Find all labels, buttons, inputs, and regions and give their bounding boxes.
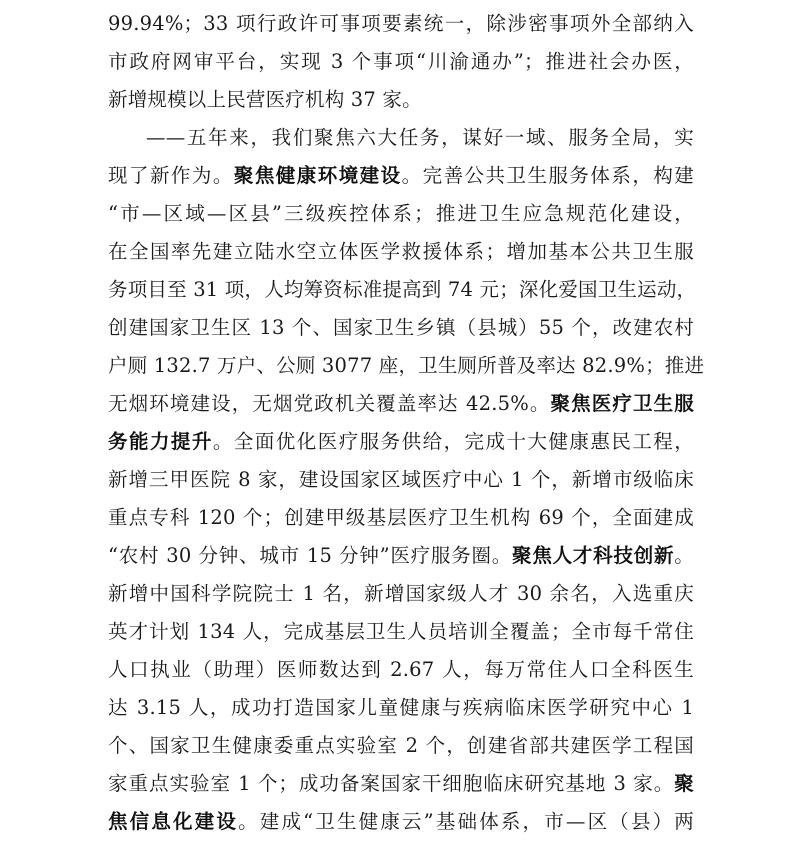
section-heading: 务能力提升 (108, 430, 213, 453)
text-segment: 现了新作为。 (108, 164, 234, 187)
text-segment: 无烟环境建设，无烟党政机关覆盖率达 42.5%。 (108, 392, 551, 415)
text-line: 99.94%；33 项行政许可事项要素统一，除涉密事项外全部纳入 (108, 12, 694, 35)
text-line: 新增中国科学院院士 1 名，新增国家级人才 30 余名，入选重庆 (108, 582, 694, 605)
text-line: 达 3.15 人，成功打造国家儿童健康与疾病临床医学研究中心 1 (108, 696, 694, 719)
section-heading: 聚 (674, 772, 694, 795)
text-line: 新增三甲医院 8 家，建设国家区域医疗中心 1 个，新增市级临床 (108, 468, 694, 491)
text-line: 个、国家卫生健康委重点实验室 2 个，创建省部共建医学工程国 (108, 734, 694, 757)
text-line: 重点专科 120 个；创建甲级基层医疗卫生机构 69 个，全面建成 (108, 506, 694, 529)
text-line (108, 385, 694, 423)
text-line (108, 803, 694, 841)
text-line: 创建国家卫生区 13 个、国家卫生乡镇（县城）55 个，改建农村 (108, 316, 694, 339)
text-segment: 。完善公共卫生服务体系，构建 (401, 164, 694, 187)
text-line: 务项目至 31 项，人均筹资标准提高到 74 元；深化爱国卫生运动， (108, 278, 697, 301)
text-segment: 。全面优化医疗服务供给，完成十大健康惠民工程， (212, 430, 694, 453)
text-segment: “农村 30 分钟、城市 15 分钟”医疗服务圈。 (108, 544, 513, 567)
text-line: 人口执业（助理）医师数达到 2.67 人，每万常住人口全科医生 (108, 658, 694, 681)
section-heading: 聚焦人才科技创新 (512, 544, 675, 567)
text-line (108, 423, 694, 461)
text-line: 户厕 132.7 万户、公厕 3077 座，卫生厕所普及率达 82.9%；推进 (108, 354, 705, 377)
section-heading: 聚焦医疗卫生服 (550, 392, 694, 415)
text-line: 英才计划 134 人，完成基层卫生人员培训全覆盖；全市每千常住 (108, 620, 694, 643)
text-line (108, 537, 694, 575)
text-line: “市—区域—区县”三级疾控体系；推进卫生应急规范化建设， (108, 202, 694, 225)
text-line: 在全国率先建立陆水空立体医学救援体系；增加基本公共卫生服 (108, 240, 694, 263)
section-heading: 焦信息化建设 (108, 810, 239, 833)
text-line (108, 765, 694, 803)
text-line (108, 157, 694, 195)
section-heading: 聚焦健康环境建设 (233, 164, 402, 187)
paragraph-first-line: ——五年来，我们聚焦六大任务，谋好一域、服务全局，实 (146, 126, 694, 149)
text-line: 市政府网审平台，实现 3 个事项“川渝通办”；推进社会办医， (108, 50, 694, 73)
text-segment: 。 (674, 544, 694, 567)
text-segment: 。建成“卫生健康云”基础体系，市—区（县）两 (238, 810, 695, 833)
text-segment: 家重点实验室 1 个；成功备案国家干细胞临床研究基地 3 家。 (108, 772, 675, 795)
text-line: 新增规模以上民营医疗机构 37 家。 (108, 88, 422, 111)
